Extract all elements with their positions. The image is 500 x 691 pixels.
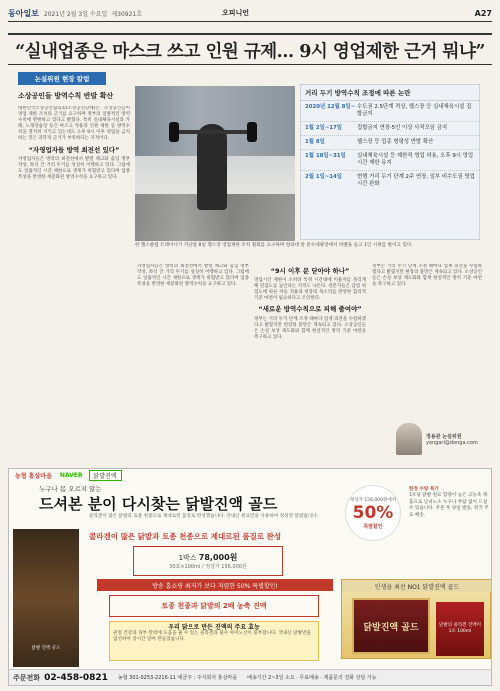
ad-side-body: 1포당 닭발 원료 함량이 높은 고농축 제품으로 남녀노소 누구나 부담 없이 드실 수 있습니다. 주문 후 당일 발송, 전국 무료 배송. (409, 493, 489, 518)
ad-account: 농협 301-0253-2216-11 예금주 : 주식회사 홍삼마을 (117, 675, 238, 681)
ad-price-note: 30포×100ml / 정상가 156,000원 (169, 564, 247, 570)
ad-info-text: 관절 건강과 피부 탄력에 도움을 줄 수 있는 콜라겐과 필수 아미노산이 풍부합니다. 국내산 닭발만을 엄선하여 장시간 달여 만들었습니다. (113, 631, 311, 642)
ad-big-title: 드셔본 분이 다시찾는 닭발진액 골드 (39, 495, 278, 513)
column-text: 자영업자들은 방역의 최전선에서 발열 체크와 출입 명부 작성, 좌석 간 거리 두기를 성실히 이행하고 있다. 그럼에도 일률적인 시간 제한으로 생계가 위협받고 있다며 업종 특성을 반영한 세분화된 방역수칙을 요구하고 있다. (137, 264, 249, 288)
timeline-row (301, 122, 479, 136)
discount-bottom: 특별할인 (363, 523, 383, 530)
timeline-event: 현행 거리 두기 단계 2주 연장, 일부 비수도권 영업시간 완화 (357, 174, 475, 187)
ad-product-label: 닭발 진액 골드 (31, 646, 61, 651)
news-photo (135, 86, 295, 241)
timeline-title: 거리 두기 방역수칙 조정에 따른 논란 (301, 85, 479, 101)
article-column-1 (18, 106, 130, 461)
column-heading: “9시 이후 문 닫아야 하나” (270, 267, 350, 275)
article-column-2 (137, 264, 249, 461)
column-heading: “자영업자들 방역 최전선 있다” (28, 145, 120, 154)
timeline-event: 수도권 2.5단계 격상, 헬스장 등 실내체육시설 집합금지 (357, 104, 472, 117)
ad-info-box (109, 621, 319, 661)
ad-product-photo (13, 529, 79, 667)
ad-brand-bar (9, 469, 492, 481)
timeline-date: 2020년 12월 8일~ (305, 104, 356, 110)
article-column-4 (372, 264, 482, 414)
timeline-row (301, 150, 479, 171)
ad-package: 닭발진액 골드 (352, 598, 430, 654)
main-headline: “실내업종은 마스크 쓰고 인원 규제… 9시 영업제한 근거 뭐냐” (15, 42, 485, 62)
column-text: 대한민국소상공인협의회(소상공인단체)는 소상공인들이 영업 제한 조치의 근거를 요구하며 정부의 일방적인 방역수칙에 반발하고 있다고 밝혔다. 특히 실내체육시설과 카페, 노래연습장 등은 마스크 착용과 인원 제한 등 방역수칙을 철저히 지키고 있는데도 오후 9시 이후 영업을 금지하는 것은 과학적 근거가 부족하다는 지적이다. (18, 106, 130, 142)
page-header (8, 6, 492, 20)
timeline-box (300, 84, 480, 240)
timeline-row (301, 136, 479, 150)
column-text: 정부는 거리 두기 단계 조정 때마다 업계 의견을 수렴하겠다고 밝혔지만 현장의 불만은 계속되고 있다. 소상공인들은 손실 보상 제도화와 함께 현실적인 방역 기준 마련을 촉구하고 있다. (372, 264, 482, 288)
ad-info-title: 우리 닭으로 만든 진액의 주요 효능 (168, 624, 260, 631)
issue-number: 제30921호 (111, 10, 143, 18)
ad-product-panel (341, 579, 491, 659)
ad-feature-box: 토종 천종과 닭발의 2배 농축 진액 (109, 595, 319, 617)
photo-person (197, 124, 227, 210)
ad-qty: 1박스 (178, 554, 197, 562)
ad-pouch: 닭발의 콜라겐 진액이 1포 100ml (436, 602, 484, 656)
ad-red-title: 콜라겐이 많은 닭발과 토종 천종으로 제대로된 품질로 완성 (89, 532, 282, 541)
timeline-row (301, 101, 479, 122)
timeline-date: 1월 18일~31일 (305, 153, 346, 159)
photo-plate-right (247, 122, 257, 142)
photo-caption: 한 헬스클럽 트레이너가 지난달 8일 헬스장 영업제한 조치 철회를 요구하며 청와대 앞 분수대광장에서 바벨을 들고 1인 시위를 벌이고 있다. (135, 243, 413, 248)
newspaper-logo: 동아일보 (8, 7, 39, 18)
article-subhead: 소상공인들 방역수칙 반발 확산 (18, 92, 114, 100)
timeline-row (301, 171, 479, 191)
ad-brand: 농협 홍삼마을 (15, 472, 52, 480)
column-tag: 논설위원 현장 칼럼 (18, 72, 106, 85)
headline-rule-top (8, 33, 492, 35)
naver-search-box: 닭발진액 (89, 470, 122, 481)
ad-tel-label: 주문전화 (13, 673, 41, 682)
naver-logo: NAVER (59, 471, 83, 479)
page-number: A27 (474, 8, 492, 18)
ad-gold-banner: 인생을 최선 NO1 닭발진액 골드 (342, 580, 492, 592)
ad-side-highlight: 한정 수량 특가 (409, 487, 439, 492)
column-text: 영업시간 제한이 오히려 특정 시간대에 이용자를 몰리게 해 밀집도를 높인다는 지적도 나온다. 전문가들은 감염 위험도에 따른 차등 적용과 현장의 목소리를 반영한 합리적 기준 마련이 필요하다고 조언한다. (254, 278, 366, 302)
ad-description: 콜라겐이 많은 닭발과 토종 천종으로 제대로된 품질로 완성했습니다. 국내산 원료만을 사용하여 정성껏 달였습니다. (89, 514, 319, 519)
column-heading: “새로운 방역수칙으로 피해 줄여야” (258, 305, 362, 314)
ad-price: 78,000원 (198, 553, 238, 562)
advertisement (8, 468, 492, 686)
reporter-byline (396, 420, 482, 458)
timeline-event: 집합금지 연장·5인 이상 사적모임 금지 (357, 125, 448, 131)
photo-barbell (175, 130, 251, 134)
article-column-3 (254, 264, 366, 461)
discount-percent: 50% (352, 502, 394, 523)
ad-lead: 누구나 몸 오르지 않는 (39, 485, 102, 493)
timeline-event: 헬스장 등 업종 형평성 반발 확산 (357, 139, 434, 145)
ad-phone-number: 02-458-0821 (44, 672, 108, 683)
issue-date: 2021년 2월 3일 수요일 (43, 10, 108, 18)
section-name: 오피니언 (222, 9, 250, 17)
header-rule (8, 21, 492, 22)
timeline-date: 2월 1일~14일 (305, 174, 343, 180)
column-text: 정부는 거리 두기 단계 조정 때마다 업계 의견을 수렴하겠다고 밝혔지만 현장의 불만은 계속되고 있다. 소상공인들은 손실 보상 제도화와 함께 현실적인 방역 기준 마련을 촉구하고 있다. (254, 316, 366, 340)
ad-side-text (409, 487, 489, 519)
ad-footer-note: 배송기간 2~3일 소요 · 무료배송 · 제품문의 전화 상담 가능 (247, 675, 377, 681)
headline-rule-bottom (8, 64, 492, 65)
reporter-name: 정용관 논설위원 (426, 433, 462, 440)
reporter-photo (396, 423, 422, 455)
timeline-event: 실내체육시설 등 제한적 영업 허용, 오후 9시 영업시간 제한 유지 (357, 153, 474, 166)
column-text: 자영업자들은 방역의 최전선에서 발열 체크와 출입 명부 작성, 좌석 간 거리 두기를 성실히 이행하고 있다. 그럼에도 일률적인 시간 제한으로 생계가 위협받고 있다며 업종 특성을 반영한 세분화된 방역수칙을 요구하고 있다. (18, 156, 130, 180)
ad-discount-badge (345, 485, 401, 541)
discount-top: 정상가 156,000원에서 (349, 497, 397, 503)
reporter-email: yongari@donga.com (426, 439, 478, 446)
timeline-date: 1월 2일~17일 (305, 125, 343, 131)
ad-footer (9, 669, 492, 685)
photo-plate-left (169, 122, 179, 142)
ad-promo-banner: 방송 홈쇼핑 최저가 보다 저렴한 50% 특별할인! (97, 579, 333, 591)
ad-price-box (133, 546, 283, 576)
timeline-date: 1월 8일 (305, 139, 325, 145)
